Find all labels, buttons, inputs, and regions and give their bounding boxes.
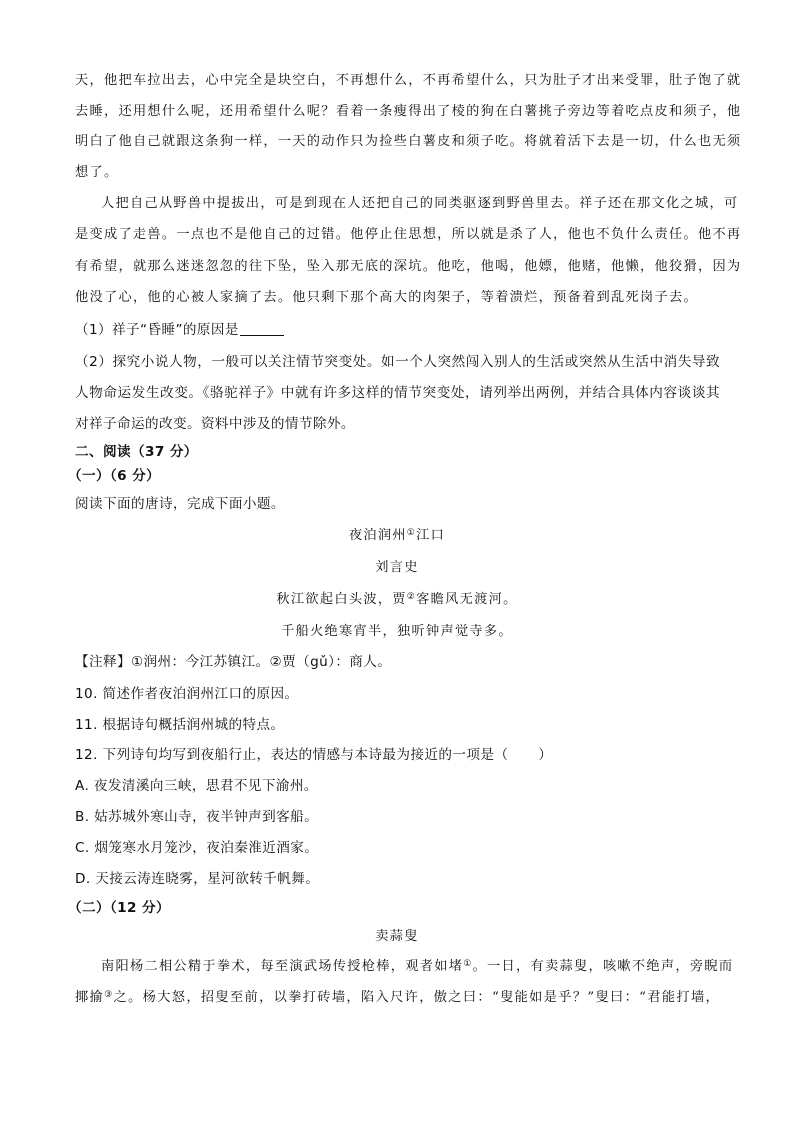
question-2-line: 人物命运发生改变。《骆驼祥子》中就有许多这样的情节突变处，请列举出两例，并结合具体内容谈谈其 xyxy=(75,385,720,401)
passage-line: 是变成了走兽。一点也不是他自己的过错。他停止住思想，所以就是杀了人，他也不负什么责任。他不再 xyxy=(75,227,742,242)
part-heading: （二）（12 分） xyxy=(68,900,171,916)
passage-line: 有希望，就那么迷迷忽忽的往下坠，坠入那无底的深坑。他吃，他喝，他嫖，他赌，他懒，他狡猾，因为 xyxy=(75,259,742,274)
question-1 xyxy=(75,318,284,338)
annotation-note: 【注释】①润州：今江苏镇江。②贾（gǔ）：商人。 xyxy=(75,654,392,670)
question-10: 10. 简述作者夜泊润州江口的原因。 xyxy=(75,686,299,702)
option-a: A. 夜发清溪向三峡，思君不见下渝州。 xyxy=(75,778,318,794)
passage-line: 去睡，还用想什么呢，还用希望什么呢？看着一条瘦得出了棱的狗在白薯挑子旁边等着吃点皮和须子，他 xyxy=(75,104,742,119)
passage-line: 人把自己从野兽中提拔出，可是到现在人还把自己的同类驱逐到野兽里去。祥子还在那文化之城，可 xyxy=(101,196,739,211)
passage-line: 想了。 xyxy=(75,165,119,180)
story-title: 卖蒜叟 xyxy=(375,929,419,944)
instruction-text: 阅读下面的唐诗，完成下面小题。 xyxy=(75,496,285,512)
question-2-line: （2）探究小说人物，一般可以关注情节突变处。如一个人突然闯入别人的生活或突然从生活中消失导致 xyxy=(75,354,720,370)
part-heading: （一）（6 分） xyxy=(68,468,161,484)
answer-blank xyxy=(240,322,284,336)
story-line: 南阳杨二相公精于拳术，每至演武场传授枪棒，观者如堵①。一日，有卖蒜叟，咳嗽不绝声，旁睨而 xyxy=(101,959,734,974)
section-heading: 二、阅读（37 分） xyxy=(75,444,198,460)
passage-line: 明白了他自己就跟这条狗一样，一天的动作只为捡些白薯皮和须子吃。将就着活下去是一切，什么也无须 xyxy=(75,134,742,149)
question-2-line: 对祥子命运的改变。资料中涉及的情节除外。 xyxy=(75,416,355,432)
poem-line: 千船火绝寒宵半，独听钟声觉寺多。 xyxy=(281,624,513,639)
question-12: 12. 下列诗句均写到夜船行止，表达的情感与本诗最为接近的一项是（ ） xyxy=(75,747,553,763)
question-11: 11. 根据诗句概括润州城的特点。 xyxy=(75,717,285,733)
question-1-text: （1）祥子“昏睡”的原因是 xyxy=(75,322,239,338)
poem-author: 刘言史 xyxy=(375,560,419,575)
story-line: 揶揄③之。杨大怒，招叟至前，以拳打砖墙，陷入尺许，傲之曰：“叟能如是乎？”叟曰：“君能打墙， xyxy=(75,990,720,1005)
poem-title: 夜泊润州①江口 xyxy=(348,528,446,543)
option-c: C. 烟笼寒水月笼沙，夜泊秦淮近酒家。 xyxy=(75,840,319,856)
passage-line: 天，他把车拉出去，心中完全是块空白，不再想什么，不再希望什么，只为肚子才出来受罪，肚子饱了就 xyxy=(75,73,742,88)
poem-line: 秋江欲起白头波，贾②客瞻风无渡河。 xyxy=(276,592,518,607)
option-b: B. 姑苏城外寒山寺，夜半钟声到客船。 xyxy=(75,809,319,825)
option-d: D. 天接云涛连晓雾，星河欲转千帆舞。 xyxy=(75,871,320,887)
passage-line: 他没了心，他的心被人家摘了去。他只剩下那个高大的肉架子，等着溃烂，预备着到乱死岗子去。 xyxy=(75,290,698,305)
